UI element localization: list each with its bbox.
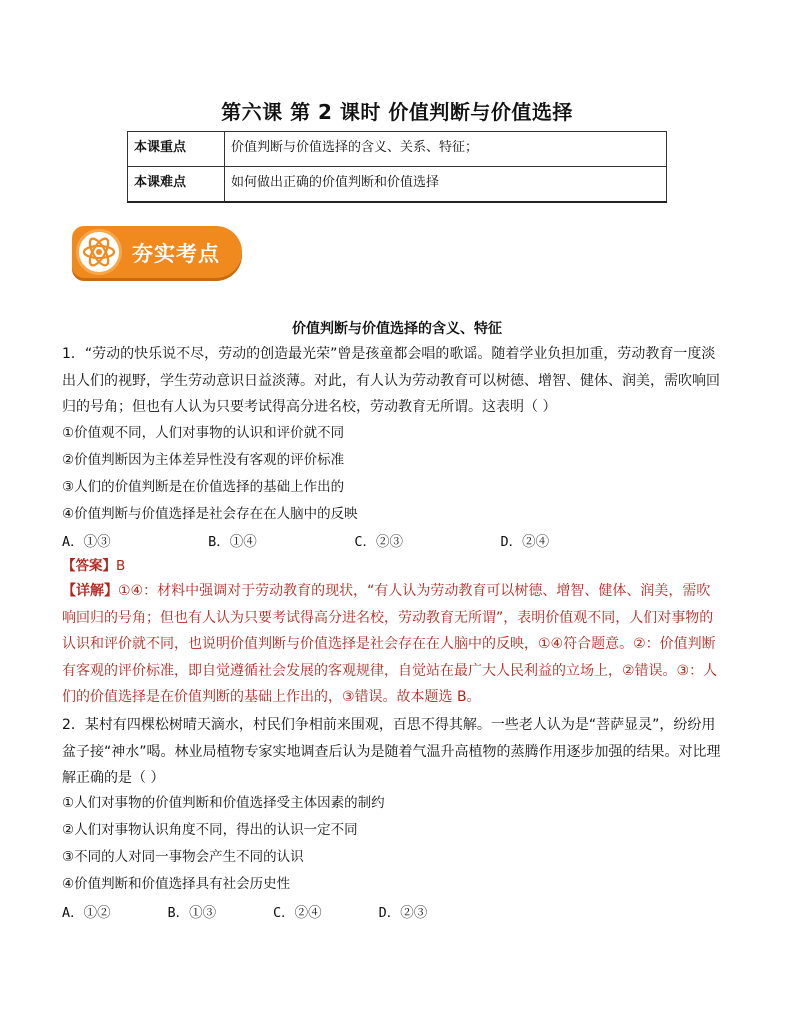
table-key: 本课难点 [128,167,225,203]
question-2-option-3: ③不同的人对同一事物会产生不同的认识 [62,849,304,865]
question-2-choices: A．①② B．①③ C．②④ D．②③ [62,905,428,921]
question-1-option-1: ①价值观不同，人们对事物的认识和评价就不同 [62,425,345,441]
question-1-detail [62,578,724,711]
question-1-stem: 1．“劳动的快乐说不尽，劳动的创造最光荣”曾是孩童都会唱的歌谣。随着学业负担加重，劳动教育一度淡出人们的视野，学生劳动意识日益淡薄。对此，有人认为劳动教育可以树德、增智、健体、润美，需吹响回归的号角；但也有人认为只要考试得高分进名校，劳动教育无所谓。这表明（ ） [62,346,720,415]
lesson-focus-table [127,131,667,203]
question-1-option-3: ③人们的价值判断是在价值选择的基础上作出的 [62,479,345,495]
page-title: 第六课 第 2 课时 价值判断与价值选择 [221,100,573,124]
answer-value: B [116,558,126,574]
question-2-stem: 2．某村有四棵松树晴天滴水，村民们争相前来围观，百思不得其解。一些老人认为是“菩萨显灵”，纷纷用盆子接“神水”喝。林业局植物专家实地调查后认为是随着气温升高植物的蒸腾作用逐步加强的结果。对比理解正确的是（ ） [62,717,721,786]
table-row [128,132,667,167]
table-value: 如何做出正确的价值判断和价值选择 [225,167,667,203]
question-2-option-1: ①人们对事物的价值判断和价值选择受主体因素的制约 [62,795,385,811]
question-1-answer [62,556,724,576]
atom-icon [76,229,122,275]
detail-text: ①④：材料中强调对于劳动教育的现状，“有人认为劳动教育可以树德、增智、健体、润美，需吹响回归的号角；但也有人认为只要考试得高分进名校，劳动教育无所谓”，表明价值观不同，人们对事物的认识和评价就不同，也说明价值判断与价值选择是社会存在在人脑中的反映，①④符合题意。②：价值判断有客观的评价标准，即自觉遵循社会发展的客观规律，自觉站在最广大人民利益的立场上，②错误。③：人们的价值选择是在价值判断的基础上作出的，③错误。故本题选 B。 [62,583,718,705]
question-1-choices: A．①③ B．①④ C．②③ D．②④ [62,534,550,550]
section-title: 价值判断与价值选择的含义、特征 [292,321,502,337]
table-value: 价值判断与价值选择的含义、关系、特征； [225,132,667,167]
section-badge [72,226,242,278]
detail-label: 【详解】 [62,583,118,599]
question-1-option-2: ②价值判断因为主体差异性没有客观的评价标准 [62,452,345,468]
table-key: 本课重点 [128,132,225,167]
table-row [128,167,667,203]
answer-label: 【答案】 [62,558,116,574]
question-1-option-4: ④价值判断与价值选择是社会存在在人脑中的反映 [62,506,358,522]
question-2-option-2: ②人们对事物认识角度不同，得出的认识一定不同 [62,822,358,838]
question-2-option-4: ④价值判断和价值选择具有社会历史性 [62,876,291,892]
badge-label: 夯实考点 [132,241,220,266]
